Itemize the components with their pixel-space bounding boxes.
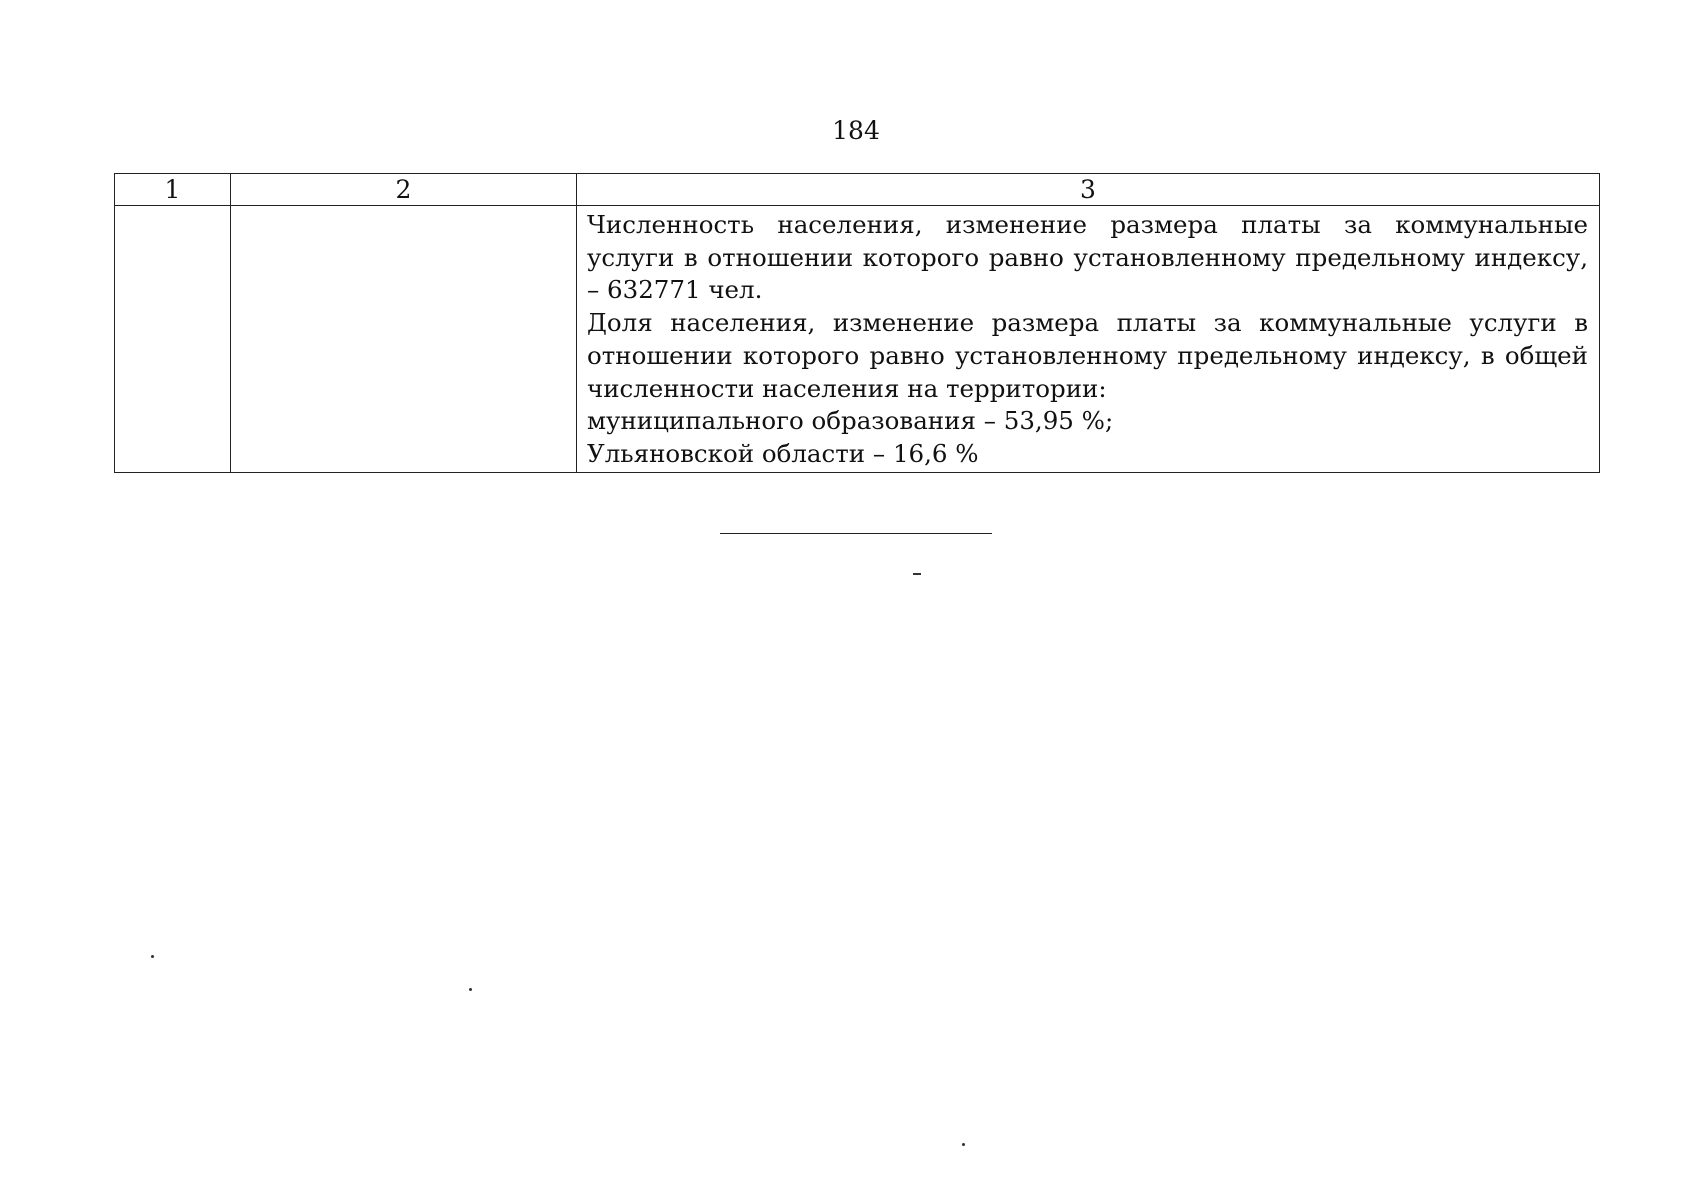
scan-speck bbox=[469, 988, 472, 991]
scan-speck bbox=[151, 955, 154, 958]
municipal-share-line: муниципального образования – 53,95 %; bbox=[587, 406, 1114, 436]
table-header-row bbox=[115, 174, 1600, 206]
table-row bbox=[115, 206, 1600, 473]
region-share-line: Ульяновской области – 16,6 % bbox=[587, 438, 979, 468]
table-cell-col2 bbox=[231, 206, 577, 473]
end-divider-line bbox=[720, 533, 992, 534]
population-count-text: Численность населения, изменение размера платы за коммунальные услуги в отношении которого равно установленному предельному индексу, – 632771 чел. bbox=[587, 210, 1588, 305]
table-cell-col1 bbox=[115, 206, 231, 473]
scan-speck bbox=[962, 1143, 965, 1146]
column-header-3: 3 bbox=[577, 174, 1600, 206]
table-cell-col3 bbox=[577, 206, 1600, 473]
scan-mark bbox=[913, 573, 921, 575]
population-share-text: Доля населения, изменение размера платы за коммунальные услуги в отношении которого равно установленному предельному индексу, в общей численности населения на территории: bbox=[587, 308, 1588, 403]
column-header-2: 2 bbox=[231, 174, 577, 206]
data-table bbox=[114, 173, 1600, 473]
page-number: 184 bbox=[832, 116, 880, 145]
column-header-1: 1 bbox=[115, 174, 231, 206]
